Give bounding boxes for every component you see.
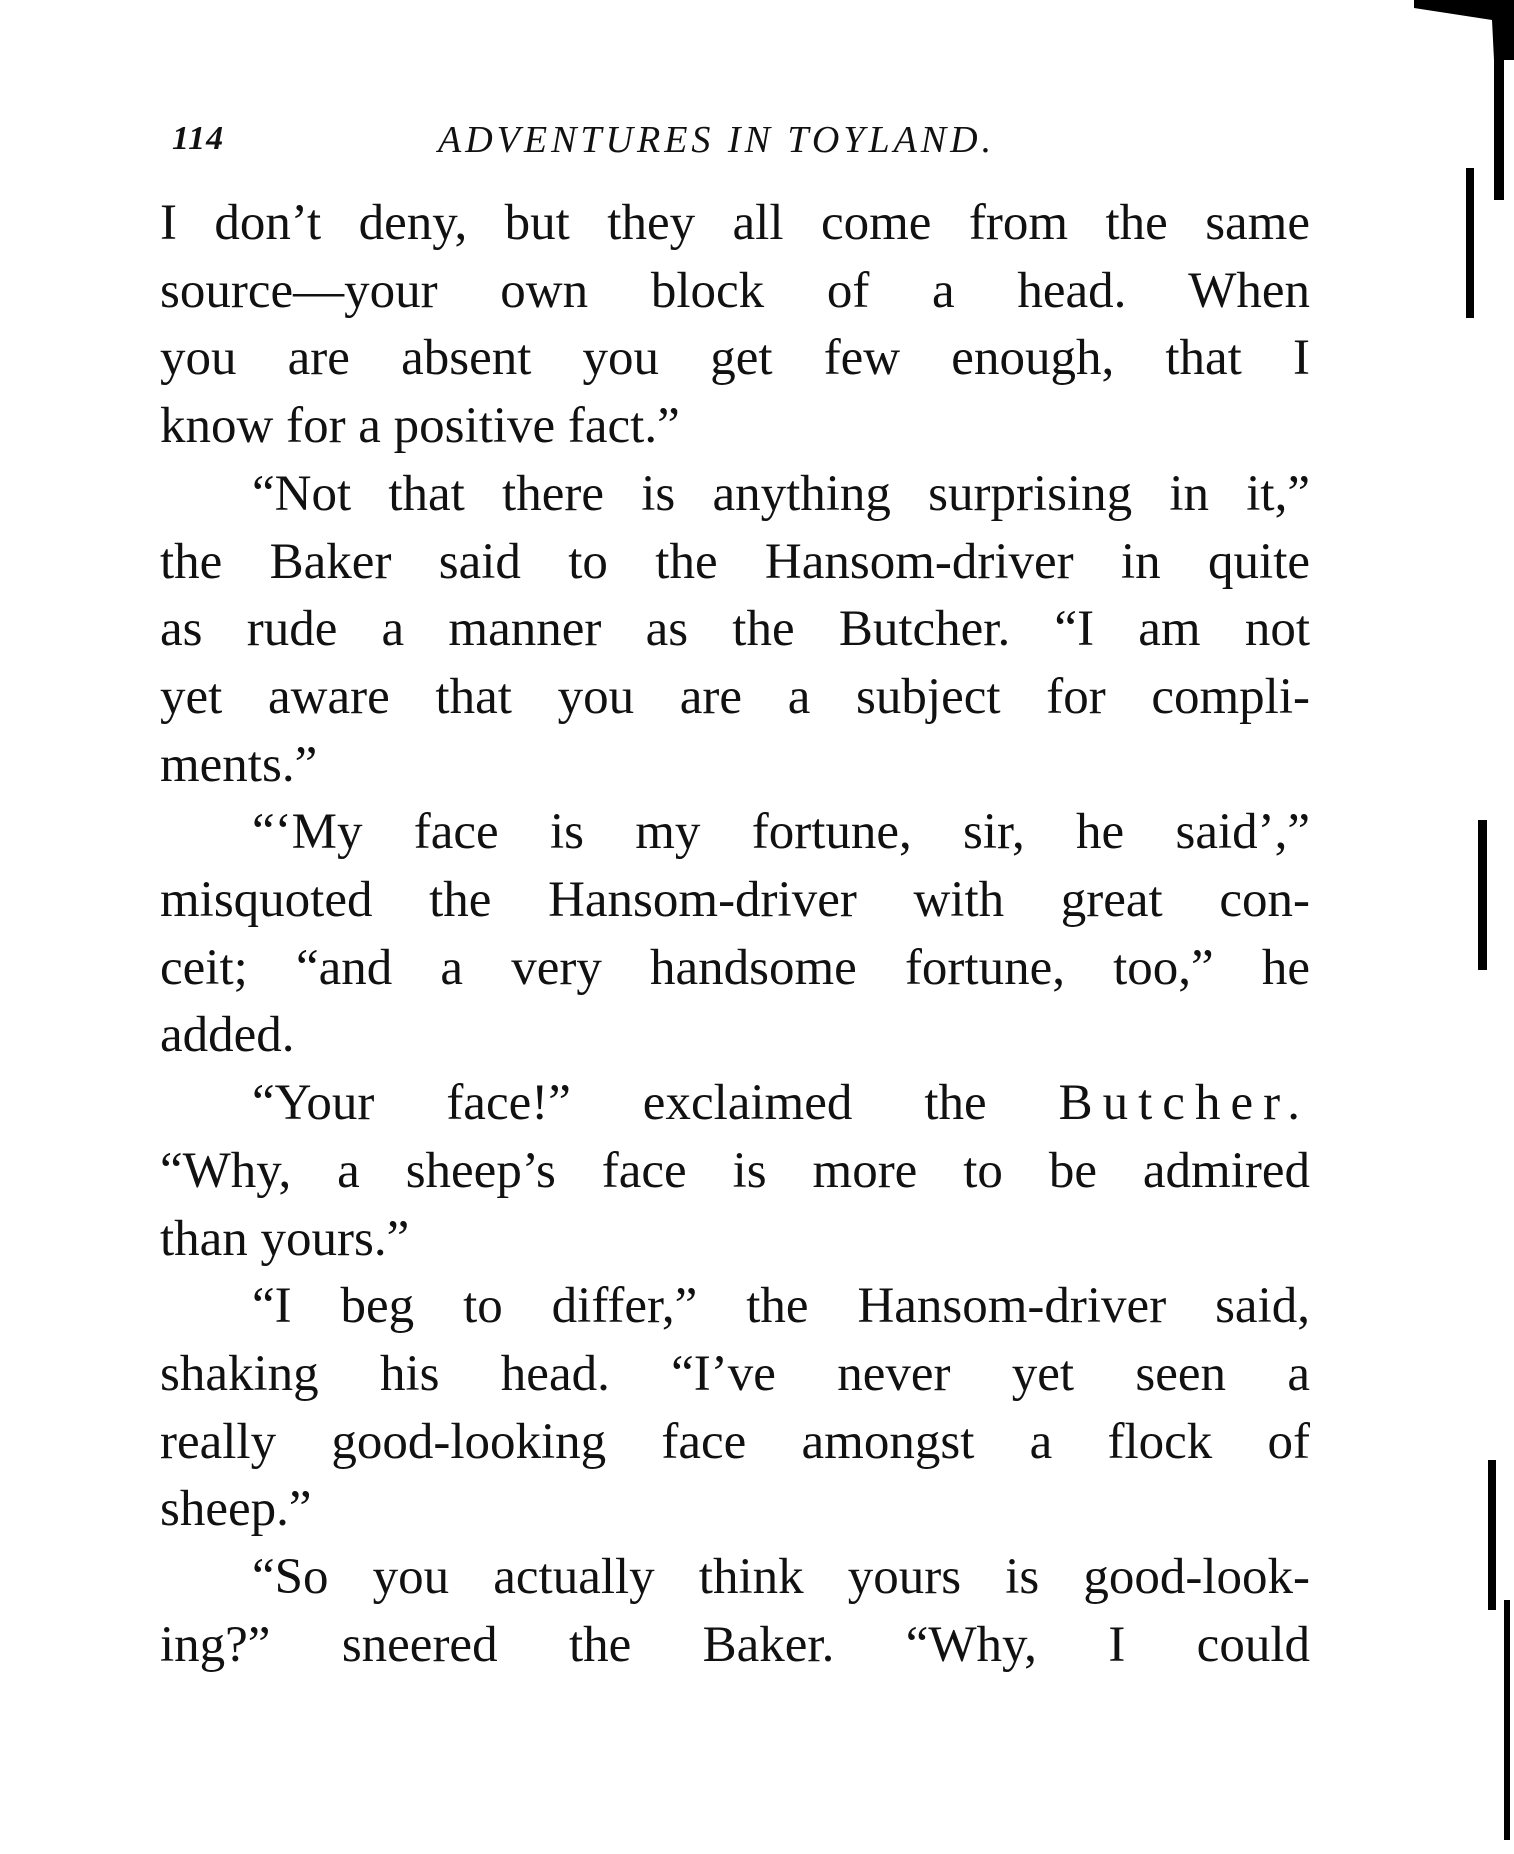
text-line: yet aware that you are a subject for compli- xyxy=(160,668,1310,725)
text-line: “Why, a sheep’s face is more to be admired xyxy=(160,1142,1310,1199)
text-line: you are absent you get few enough, that I xyxy=(160,330,1310,387)
scan-edge-mark-2 xyxy=(1466,168,1474,318)
text-line: “So you actually think yours is good-look- xyxy=(252,1549,1310,1606)
text-line: source—your own block of a head. When xyxy=(160,262,1310,319)
scan-edge-mark-3 xyxy=(1478,820,1487,970)
text-line: the Baker said to the Hansom-driver in quite xyxy=(160,533,1310,590)
text-line: sheep.” xyxy=(160,1481,312,1538)
page-header xyxy=(168,118,1318,168)
text-line: shaking his head. “I’ve never yet seen a xyxy=(160,1345,1310,1402)
text-line: ceit; “and a very handsome fortune, too,” he xyxy=(160,939,1310,996)
paragraph-5 xyxy=(160,1273,1310,1544)
text-line: ing?” sneered the Baker. “Why, I could xyxy=(160,1616,1310,1673)
scan-edge-mark-5 xyxy=(1504,1600,1510,1840)
text-line: ments.” xyxy=(160,736,318,793)
text-line: I don’t deny, but they all come from the same xyxy=(160,195,1310,251)
text-line: added. xyxy=(160,1007,295,1064)
paragraph-4 xyxy=(160,1070,1310,1273)
body-text xyxy=(160,190,1310,1679)
text-line: misquoted the Hansom-driver with great con- xyxy=(160,872,1310,929)
text-line: really good-looking face amongst a flock of xyxy=(160,1413,1310,1470)
scan-corner-mark xyxy=(1414,0,1514,60)
page-number: 114 xyxy=(172,120,225,157)
text-line: “‘My face is my fortune, sir, he said’,” xyxy=(252,804,1310,861)
scan-edge-mark-4 xyxy=(1488,1460,1496,1610)
text-line: “Not that there is anything surprising in it,” xyxy=(252,465,1310,522)
text-line: “I beg to differ,” the Hansom-driver said, xyxy=(252,1278,1310,1335)
text-line-part: “Your face!” exclaimed the xyxy=(252,1075,987,1132)
text-line: know for a positive fact.” xyxy=(160,398,680,455)
text-line xyxy=(160,1070,1310,1138)
scan-edge-mark-1 xyxy=(1494,60,1504,200)
text-line: as rude a manner as the Butcher. “I am not xyxy=(160,601,1310,658)
spaced-word: Butcher. xyxy=(1058,1075,1311,1132)
text-line: than yours.” xyxy=(160,1210,410,1267)
running-head: ADVENTURES IN TOYLAND. xyxy=(438,119,996,161)
paragraph-3 xyxy=(160,799,1310,1070)
paragraph-6 xyxy=(160,1544,1310,1679)
paragraph-1 xyxy=(160,190,1310,461)
paragraph-2 xyxy=(160,461,1310,800)
